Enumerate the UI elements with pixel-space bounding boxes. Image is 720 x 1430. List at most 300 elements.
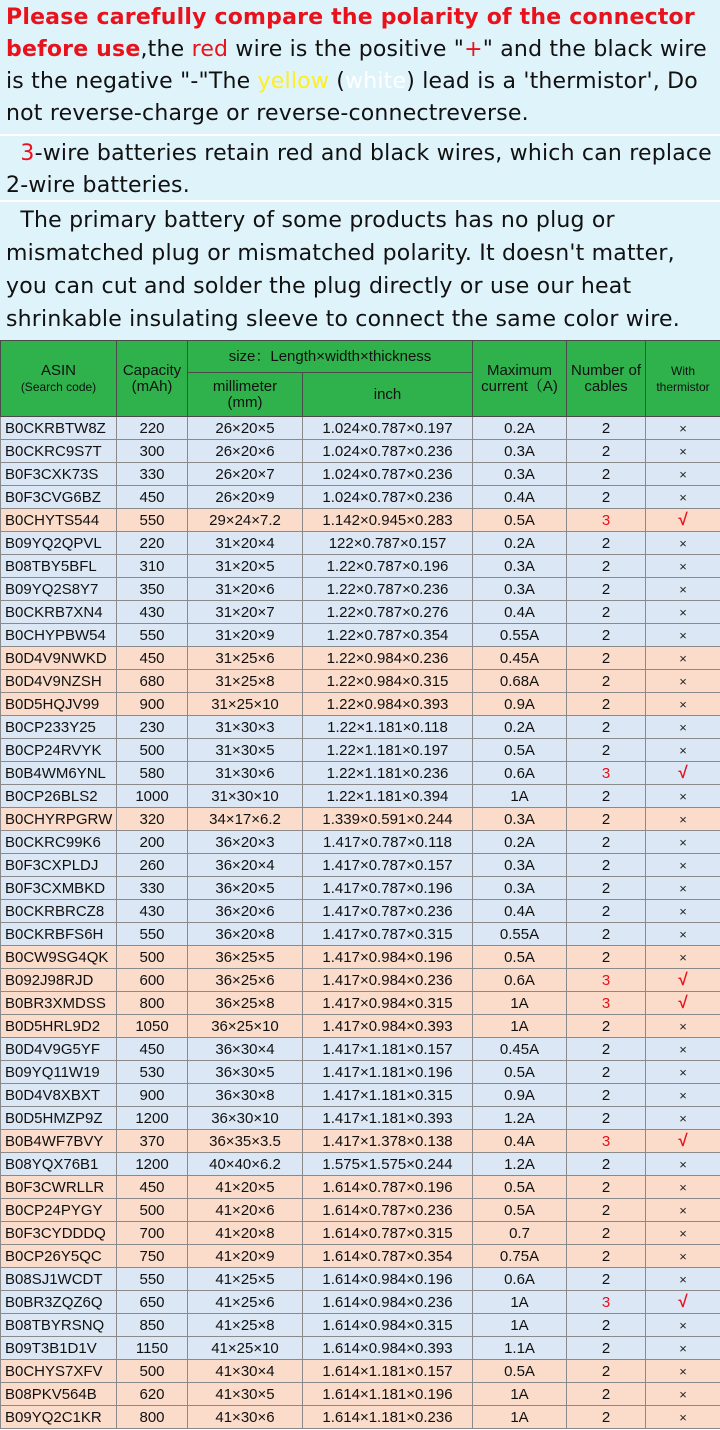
asin-cell: B0CKRBFS6H (1, 923, 117, 946)
mm-cell: 36×25×10 (188, 1015, 303, 1038)
mm-cell: 41×25×5 (188, 1268, 303, 1291)
cables-cell: 2 (567, 417, 646, 440)
capacity-cell: 320 (117, 808, 188, 831)
current-cell: 0.3A (473, 440, 567, 463)
table-row (1, 1061, 720, 1084)
inch-cell: 1.614×0.787×0.236 (303, 1199, 473, 1222)
inch-cell: 1.417×0.787×0.315 (303, 923, 473, 946)
table-row (1, 1406, 720, 1429)
current-cell: 0.6A (473, 1268, 567, 1291)
current-cell: 0.3A (473, 578, 567, 601)
capacity-cell: 650 (117, 1291, 188, 1314)
header-mm-label: millimeter (212, 377, 278, 395)
current-cell: 0.3A (473, 854, 567, 877)
inch-cell: 1.614×0.984×0.315 (303, 1314, 473, 1337)
thermistor-cell: × (646, 1176, 720, 1199)
mm-cell: 36×20×6 (188, 900, 303, 923)
capacity-cell: 1150 (117, 1337, 188, 1360)
mm-cell: 26×20×5 (188, 417, 303, 440)
table-row (1, 1360, 720, 1383)
warning-text: wire is the positive " (228, 37, 465, 62)
capacity-cell: 500 (117, 1360, 188, 1383)
table-row (1, 1084, 720, 1107)
asin-cell: B0F3CVG6BZ (1, 486, 117, 509)
inch-cell: 1.339×0.591×0.244 (303, 808, 473, 831)
warning-lead: Please carefully compare the polarity of the connector before use (6, 5, 695, 62)
mm-cell: 41×30×6 (188, 1406, 303, 1429)
asin-cell: B08TBYRSNQ (1, 1314, 117, 1337)
cables-cell: 2 (567, 670, 646, 693)
thermistor-cell: × (646, 440, 720, 463)
cables-cell: 2 (567, 1314, 646, 1337)
capacity-cell: 500 (117, 946, 188, 969)
table-row (1, 1314, 720, 1337)
capacity-cell: 1200 (117, 1107, 188, 1130)
plug-note (0, 202, 720, 340)
table-row (1, 992, 720, 1015)
asin-cell: B09YQ11W19 (1, 1061, 117, 1084)
capacity-cell: 1200 (117, 1153, 188, 1176)
thermistor-cell: × (646, 831, 720, 854)
thermistor-cell: √ (646, 1291, 720, 1314)
cables-cell: 2 (567, 1084, 646, 1107)
thermistor-cell: × (646, 532, 720, 555)
inch-cell: 1.614×0.787×0.315 (303, 1222, 473, 1245)
mm-cell: 36×35×3.5 (188, 1130, 303, 1153)
header-asin (1, 341, 117, 417)
header-cables (567, 341, 646, 417)
current-cell: 0.5A (473, 509, 567, 532)
current-cell: 0.45A (473, 1038, 567, 1061)
capacity-cell: 500 (117, 739, 188, 762)
header-with: With (671, 363, 695, 378)
thermistor-cell: × (646, 854, 720, 877)
capacity-cell: 260 (117, 854, 188, 877)
current-cell: 1A (473, 1383, 567, 1406)
current-cell: 0.2A (473, 831, 567, 854)
asin-cell: B0D5HRL9D2 (1, 1015, 117, 1038)
current-cell: 0.3A (473, 463, 567, 486)
current-cell: 0.4A (473, 900, 567, 923)
current-cell: 0.7 (473, 1222, 567, 1245)
table-row (1, 670, 720, 693)
asin-cell: B0CKRC9S7T (1, 440, 117, 463)
table-row (1, 900, 720, 923)
asin-cell: B0CP233Y25 (1, 716, 117, 739)
cables-cell: 2 (567, 739, 646, 762)
mm-cell: 29×24×7.2 (188, 509, 303, 532)
capacity-cell: 550 (117, 923, 188, 946)
capacity-cell: 850 (117, 1314, 188, 1337)
cables-cell: 2 (567, 463, 646, 486)
inch-cell: 1.22×0.787×0.196 (303, 555, 473, 578)
mm-cell: 36×30×10 (188, 1107, 303, 1130)
battery-table (0, 340, 720, 1429)
cables-cell: 2 (567, 1406, 646, 1429)
header-inch: inch (303, 373, 473, 417)
cables-cell: 2 (567, 854, 646, 877)
asin-cell: B0F3CXPLDJ (1, 854, 117, 877)
asin-cell: B0CHYTS544 (1, 509, 117, 532)
table-row (1, 716, 720, 739)
current-cell: 0.3A (473, 555, 567, 578)
capacity-cell: 450 (117, 647, 188, 670)
thermistor-cell: × (646, 1061, 720, 1084)
asin-cell: B0F3CXK73S (1, 463, 117, 486)
current-cell: 0.2A (473, 532, 567, 555)
cables-cell: 2 (567, 1107, 646, 1130)
mm-cell: 26×20×7 (188, 463, 303, 486)
thermistor-cell: × (646, 693, 720, 716)
mm-cell: 36×20×3 (188, 831, 303, 854)
cables-cell: 3 (567, 1130, 646, 1153)
table-row (1, 440, 720, 463)
header-current-label: Maximum current（A) (481, 361, 558, 395)
table-body (1, 417, 720, 1429)
inch-cell: 1.614×1.181×0.157 (303, 1360, 473, 1383)
thermistor-cell: × (646, 1038, 720, 1061)
thermistor-cell: × (646, 1406, 720, 1429)
mm-cell: 41×20×5 (188, 1176, 303, 1199)
thermistor-cell: × (646, 647, 720, 670)
asin-cell: B0B4WM6YNL (1, 762, 117, 785)
current-cell: 0.2A (473, 716, 567, 739)
thermistor-cell: × (646, 946, 720, 969)
table-row (1, 808, 720, 831)
inch-cell: 1.024×0.787×0.236 (303, 486, 473, 509)
current-cell: 1.2A (473, 1153, 567, 1176)
inch-cell: 1.614×0.984×0.393 (303, 1337, 473, 1360)
header-capacity-label: Capacity (122, 361, 182, 379)
table-row (1, 831, 720, 854)
mm-cell: 36×20×4 (188, 854, 303, 877)
header-asin-label: ASIN (40, 361, 76, 379)
capacity-cell: 580 (117, 762, 188, 785)
table-row (1, 578, 720, 601)
cables-cell: 2 (567, 532, 646, 555)
cables-cell: 2 (567, 1360, 646, 1383)
current-cell: 0.5A (473, 739, 567, 762)
capacity-cell: 800 (117, 1406, 188, 1429)
header-asin-sub: (Search code) (20, 379, 97, 394)
table-row (1, 854, 720, 877)
current-cell: 1.1A (473, 1337, 567, 1360)
capacity-cell: 550 (117, 1268, 188, 1291)
cables-cell: 2 (567, 647, 646, 670)
asin-cell: B0F3CXMBKD (1, 877, 117, 900)
inch-cell: 122×0.787×0.157 (303, 532, 473, 555)
capacity-cell: 900 (117, 693, 188, 716)
three-wire-note (0, 136, 720, 202)
three-number: 3 (20, 141, 35, 166)
cables-cell: 2 (567, 1176, 646, 1199)
mm-cell: 31×30×3 (188, 716, 303, 739)
mm-cell: 31×20×5 (188, 555, 303, 578)
current-cell: 0.5A (473, 1360, 567, 1383)
cables-cell: 2 (567, 486, 646, 509)
inch-cell: 1.417×0.787×0.157 (303, 854, 473, 877)
table-row (1, 1337, 720, 1360)
asin-cell: B0CHYRPGRW (1, 808, 117, 831)
inch-cell: 1.22×1.181×0.394 (303, 785, 473, 808)
capacity-cell: 700 (117, 1222, 188, 1245)
inch-cell: 1.417×0.787×0.196 (303, 877, 473, 900)
asin-cell: B08PKV564B (1, 1383, 117, 1406)
thermistor-cell: × (646, 1245, 720, 1268)
three-wire-text: -wire batteries retain red and black wires, which can replace 2-wire batteries. (6, 141, 712, 198)
header-mm-unit: (mm) (227, 393, 263, 411)
thermistor-cell: × (646, 486, 720, 509)
current-cell: 0.68A (473, 670, 567, 693)
table-row (1, 532, 720, 555)
table-row (1, 877, 720, 900)
inch-cell: 1.22×1.181×0.197 (303, 739, 473, 762)
thermistor-cell: √ (646, 762, 720, 785)
cables-cell: 2 (567, 1153, 646, 1176)
mm-cell: 36×30×8 (188, 1084, 303, 1107)
mm-cell: 31×25×8 (188, 670, 303, 693)
capacity-cell: 1050 (117, 1015, 188, 1038)
asin-cell: B0CP26BLS2 (1, 785, 117, 808)
inch-cell: 1.417×1.181×0.157 (303, 1038, 473, 1061)
inch-cell: 1.22×0.787×0.276 (303, 601, 473, 624)
mm-cell: 40×40×6.2 (188, 1153, 303, 1176)
cables-cell: 2 (567, 900, 646, 923)
asin-cell: B0CW9SG4QK (1, 946, 117, 969)
table-row (1, 1176, 720, 1199)
header-capacity-unit: (mAh) (131, 377, 173, 395)
thermistor-cell: × (646, 785, 720, 808)
thermistor-cell: × (646, 877, 720, 900)
asin-cell: B08SJ1WCDT (1, 1268, 117, 1291)
thermistor-cell: × (646, 1360, 720, 1383)
thermistor-cell: × (646, 1015, 720, 1038)
cables-cell: 3 (567, 969, 646, 992)
asin-cell: B0D4V9G5YF (1, 1038, 117, 1061)
asin-cell: B0D4V8XBXT (1, 1084, 117, 1107)
current-cell: 1A (473, 1314, 567, 1337)
warning-text: ( (329, 69, 345, 94)
header-current (473, 341, 567, 417)
table-row (1, 417, 720, 440)
capacity-cell: 330 (117, 877, 188, 900)
current-cell: 0.2A (473, 417, 567, 440)
asin-cell: B0CKRBTW8Z (1, 417, 117, 440)
asin-cell: B0BR3ZQZ6Q (1, 1291, 117, 1314)
current-cell: 1A (473, 992, 567, 1015)
current-cell: 0.5A (473, 946, 567, 969)
mm-cell: 26×20×6 (188, 440, 303, 463)
capacity-cell: 450 (117, 486, 188, 509)
mm-cell: 41×25×10 (188, 1337, 303, 1360)
mm-cell: 31×20×4 (188, 532, 303, 555)
mm-cell: 36×30×5 (188, 1061, 303, 1084)
table-row (1, 555, 720, 578)
table-row (1, 1153, 720, 1176)
table-row (1, 1268, 720, 1291)
inch-cell: 1.417×0.984×0.393 (303, 1015, 473, 1038)
mm-cell: 41×25×6 (188, 1291, 303, 1314)
current-cell: 0.75A (473, 1245, 567, 1268)
thermistor-cell: × (646, 1337, 720, 1360)
capacity-cell: 310 (117, 555, 188, 578)
capacity-cell: 600 (117, 969, 188, 992)
capacity-cell: 550 (117, 624, 188, 647)
inch-cell: 1.575×1.575×0.244 (303, 1153, 473, 1176)
cables-cell: 2 (567, 1015, 646, 1038)
notes-section (0, 0, 720, 340)
current-cell: 0.5A (473, 1061, 567, 1084)
yellow-word: yellow (257, 69, 330, 94)
table-row (1, 1107, 720, 1130)
capacity-cell: 500 (117, 1199, 188, 1222)
mm-cell: 36×25×5 (188, 946, 303, 969)
cables-cell: 2 (567, 1268, 646, 1291)
inch-cell: 1.417×0.787×0.236 (303, 900, 473, 923)
capacity-cell: 450 (117, 1176, 188, 1199)
current-cell: 0.4A (473, 1130, 567, 1153)
mm-cell: 36×25×8 (188, 992, 303, 1015)
table-row (1, 601, 720, 624)
cables-cell: 2 (567, 946, 646, 969)
capacity-cell: 220 (117, 417, 188, 440)
table-row (1, 624, 720, 647)
cables-cell: 2 (567, 808, 646, 831)
capacity-cell: 450 (117, 1038, 188, 1061)
capacity-cell: 550 (117, 509, 188, 532)
warning-text: ) lead is a 'thermistor', Do not reverse-charge or reverse-connectreverse. (6, 69, 698, 126)
table-row (1, 923, 720, 946)
inch-cell: 1.614×1.181×0.196 (303, 1383, 473, 1406)
mm-cell: 41×30×5 (188, 1383, 303, 1406)
table-row (1, 1038, 720, 1061)
thermistor-cell: × (646, 1268, 720, 1291)
header-thermistor (646, 341, 720, 417)
mm-cell: 41×25×8 (188, 1314, 303, 1337)
inch-cell: 1.614×1.181×0.236 (303, 1406, 473, 1429)
capacity-cell: 330 (117, 463, 188, 486)
mm-cell: 36×20×5 (188, 877, 303, 900)
table-row (1, 1199, 720, 1222)
inch-cell: 1.22×0.984×0.236 (303, 647, 473, 670)
thermistor-cell: × (646, 1084, 720, 1107)
cables-cell: 2 (567, 716, 646, 739)
mm-cell: 41×20×9 (188, 1245, 303, 1268)
table-row (1, 1015, 720, 1038)
plug-note-text: The primary battery of some products has no plug or mismatched plug or mismatched polarity. It doesn't matter, you can cut and solder the plug directly or use our heat shrinkable insulating sleeve to connect the same color wire. (6, 208, 680, 332)
asin-cell: B0BR3XMDSS (1, 992, 117, 1015)
asin-cell: B0CP24PYGY (1, 1199, 117, 1222)
current-cell: 1A (473, 1406, 567, 1429)
inch-cell: 1.614×0.984×0.196 (303, 1268, 473, 1291)
cables-cell: 2 (567, 785, 646, 808)
asin-cell: B0CHYPBW54 (1, 624, 117, 647)
table-row (1, 647, 720, 670)
cables-cell: 2 (567, 1337, 646, 1360)
cables-cell: 2 (567, 1222, 646, 1245)
table-row (1, 486, 720, 509)
inch-cell: 1.417×0.984×0.315 (303, 992, 473, 1015)
white-word: white (345, 69, 407, 94)
thermistor-cell: × (646, 1107, 720, 1130)
cables-cell: 2 (567, 831, 646, 854)
inch-cell: 1.417×0.984×0.236 (303, 969, 473, 992)
thermistor-cell: × (646, 1314, 720, 1337)
table-row (1, 509, 720, 532)
header-thermistor-label: thermistor (656, 379, 710, 394)
capacity-cell: 200 (117, 831, 188, 854)
asin-cell: B08TBY5BFL (1, 555, 117, 578)
capacity-cell: 430 (117, 601, 188, 624)
thermistor-cell: × (646, 1199, 720, 1222)
asin-cell: B0F3CWRLLR (1, 1176, 117, 1199)
asin-cell: B0D4V9NWKD (1, 647, 117, 670)
polarity-warning (0, 0, 720, 136)
asin-cell: B0D5HQJV99 (1, 693, 117, 716)
inch-cell: 1.142×0.945×0.283 (303, 509, 473, 532)
table-row (1, 1222, 720, 1245)
table-row (1, 785, 720, 808)
thermistor-cell: × (646, 923, 720, 946)
cables-cell: 3 (567, 762, 646, 785)
current-cell: 0.9A (473, 1084, 567, 1107)
asin-cell: B09YQ2QPVL (1, 532, 117, 555)
capacity-cell: 220 (117, 532, 188, 555)
mm-cell: 31×20×7 (188, 601, 303, 624)
capacity-cell: 230 (117, 716, 188, 739)
table-row (1, 693, 720, 716)
current-cell: 0.6A (473, 762, 567, 785)
cables-cell: 2 (567, 1383, 646, 1406)
cables-cell: 3 (567, 1291, 646, 1314)
thermistor-cell: √ (646, 509, 720, 532)
inch-cell: 1.024×0.787×0.197 (303, 417, 473, 440)
capacity-cell: 350 (117, 578, 188, 601)
inch-cell: 1.417×1.181×0.393 (303, 1107, 473, 1130)
warning-text: " and the black wire is the negative "-"The (6, 37, 707, 94)
table-row (1, 463, 720, 486)
current-cell: 0.4A (473, 486, 567, 509)
asin-cell: B09T3B1D1V (1, 1337, 117, 1360)
thermistor-cell: × (646, 601, 720, 624)
cables-cell: 2 (567, 693, 646, 716)
mm-cell: 31×30×6 (188, 762, 303, 785)
mm-cell: 31×25×6 (188, 647, 303, 670)
inch-cell: 1.22×1.181×0.118 (303, 716, 473, 739)
inch-cell: 1.417×1.378×0.138 (303, 1130, 473, 1153)
thermistor-cell: × (646, 739, 720, 762)
table-row (1, 739, 720, 762)
mm-cell: 31×20×9 (188, 624, 303, 647)
current-cell: 1A (473, 1291, 567, 1314)
asin-cell: B0CKRB7XN4 (1, 601, 117, 624)
thermistor-cell: × (646, 1383, 720, 1406)
mm-cell: 41×30×4 (188, 1360, 303, 1383)
inch-cell: 1.417×0.787×0.118 (303, 831, 473, 854)
asin-cell: B0F3CYDDDQ (1, 1222, 117, 1245)
thermistor-cell: √ (646, 992, 720, 1015)
asin-cell: B0CKRC99K6 (1, 831, 117, 854)
red-word: red (191, 37, 229, 62)
current-cell: 0.9A (473, 693, 567, 716)
current-cell: 0.3A (473, 808, 567, 831)
header-cables-label: Number of cables (570, 361, 642, 395)
cables-cell: 2 (567, 624, 646, 647)
thermistor-cell: × (646, 578, 720, 601)
mm-cell: 36×20×8 (188, 923, 303, 946)
thermistor-cell: √ (646, 1130, 720, 1153)
cables-cell: 3 (567, 509, 646, 532)
